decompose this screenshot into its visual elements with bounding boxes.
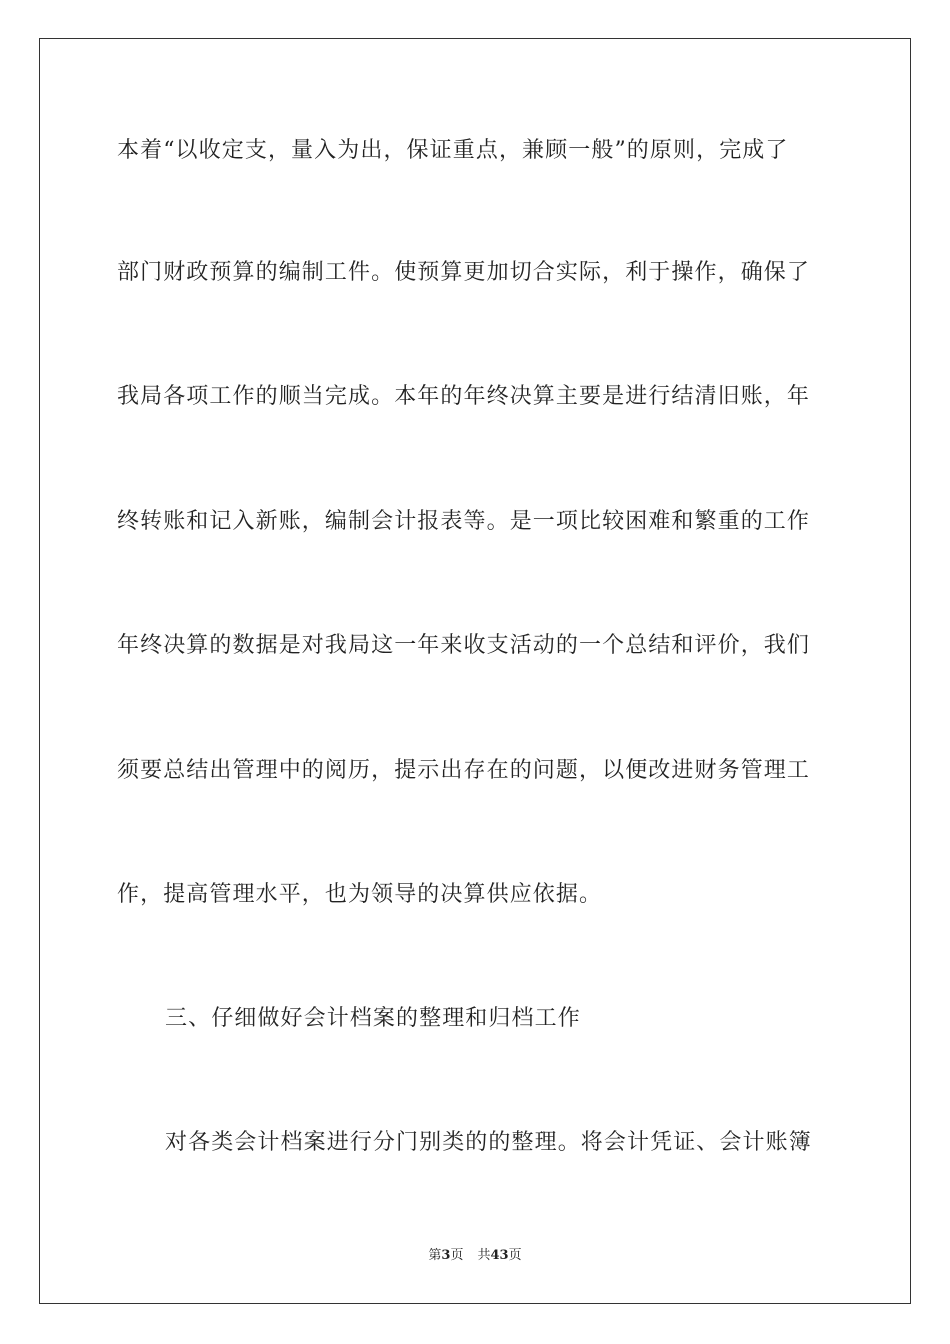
body-line-5: 年终决算的数据是对我局这一年来收支活动的一个总结和评价，我们 [117,633,811,658]
body-line-4: 终转账和记入新账，编制会计报表等。是一项比较困难和繁重的工作 [117,509,811,534]
footer-total-suffix: 页 [508,1248,522,1263]
section-paragraph-line: 对各类会计档案进行分门别类的的整理。将会计凭证、会计账簿 [165,1130,812,1155]
body-line-2: 部门财政预算的编制工件。使预算更加切合实际，利于操作，确保了 [117,260,811,285]
footer-page-number: 3 [441,1248,451,1263]
body-line-6: 须要总结出管理中的阅历，提示出存在的问题，以便改进财务管理工 [117,758,811,783]
body-line-3: 我局各项工作的顺当完成。本年的年终决算主要是进行结清旧账，年 [117,384,811,409]
page-frame [39,38,911,1304]
body-line-1: 本着“以收定支，量入为出，保证重点，兼顾一般”的原则，完成了 [117,138,789,163]
body-line-7: 作，提高管理水平，也为领导的决算供应依据。 [117,882,603,907]
footer-page-prefix: 第 [428,1248,442,1263]
page-footer [0,1247,950,1265]
footer-page-suffix: 页 [450,1248,464,1263]
footer-total-pages: 43 [490,1248,509,1263]
section-heading: 三、仔细做好会计档案的整理和归档工作 [165,1006,581,1031]
footer-total-prefix: 共 [477,1248,491,1263]
